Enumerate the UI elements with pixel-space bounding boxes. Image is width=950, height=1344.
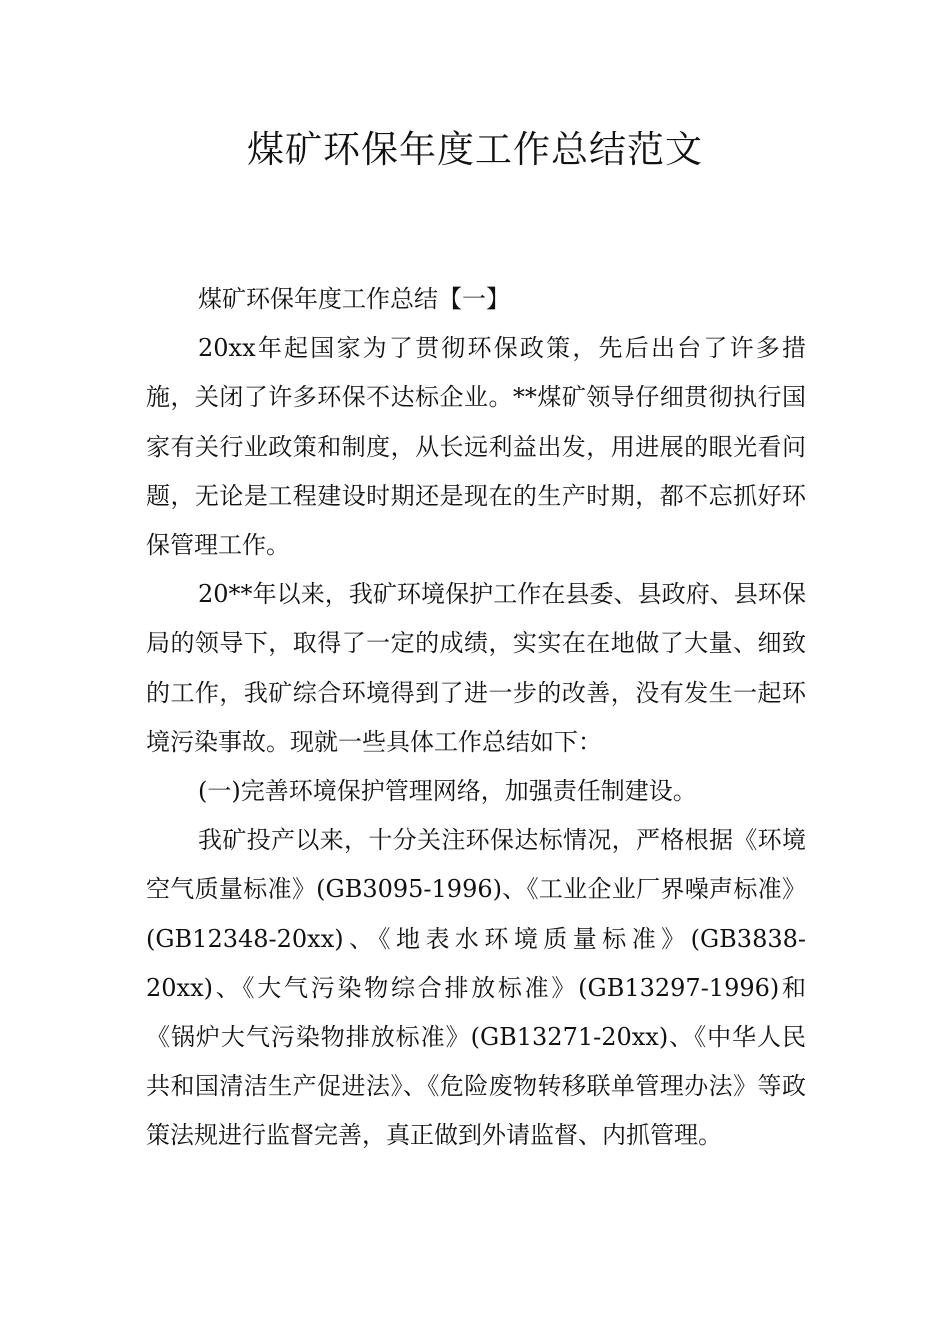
document-body (146, 275, 806, 1161)
subsection-heading: (一)完善环境保护管理网络，加强责任制建设。 (198, 777, 697, 806)
section-heading: 煤矿环保年度工作总结【一】 (198, 285, 510, 313)
body-paragraph: 我矿投产以来，十分关注环保达标情况，严格根据《环境空气质量标准》(GB3095-1996)、《工业企业厂界噪声标准》(GB12348-20xx)、《地表水环境质量标准》(GB3838-20xx)、《大气污染物综合排放标准》(GB13297-1996)和《锅炉大气污染物排放标准》(GB13271-20xx)、《中华人民共和国清洁生产促进法》、《危险废物转移联单管理办法》等政策法规进行监督完善，真正做到外请监督、内抓管理。 (146, 826, 806, 1150)
document-title: 煤矿环保年度工作总结范文 (247, 128, 703, 171)
body-paragraph: 20xx年起国家为了贯彻环保政策，先后出台了许多措施，关闭了许多环保不达标企业。**煤矿领导仔细贯彻执行国家有关行业政策和制度，从长远利益出发，用进展的眼光看问题，无论是工程建设时期还是现在的生产时期，都不忘抓好环保管理工作。 (146, 334, 806, 560)
body-paragraph: 20**年以来，我矿环境保护工作在县委、县政府、县环保局的领导下，取得了一定的成绩，实实在在地做了大量、细致的工作，我矿综合环境得到了进一步的改善，没有发生一起环境污染事故。现就一些具体工作总结如下： (146, 580, 806, 756)
